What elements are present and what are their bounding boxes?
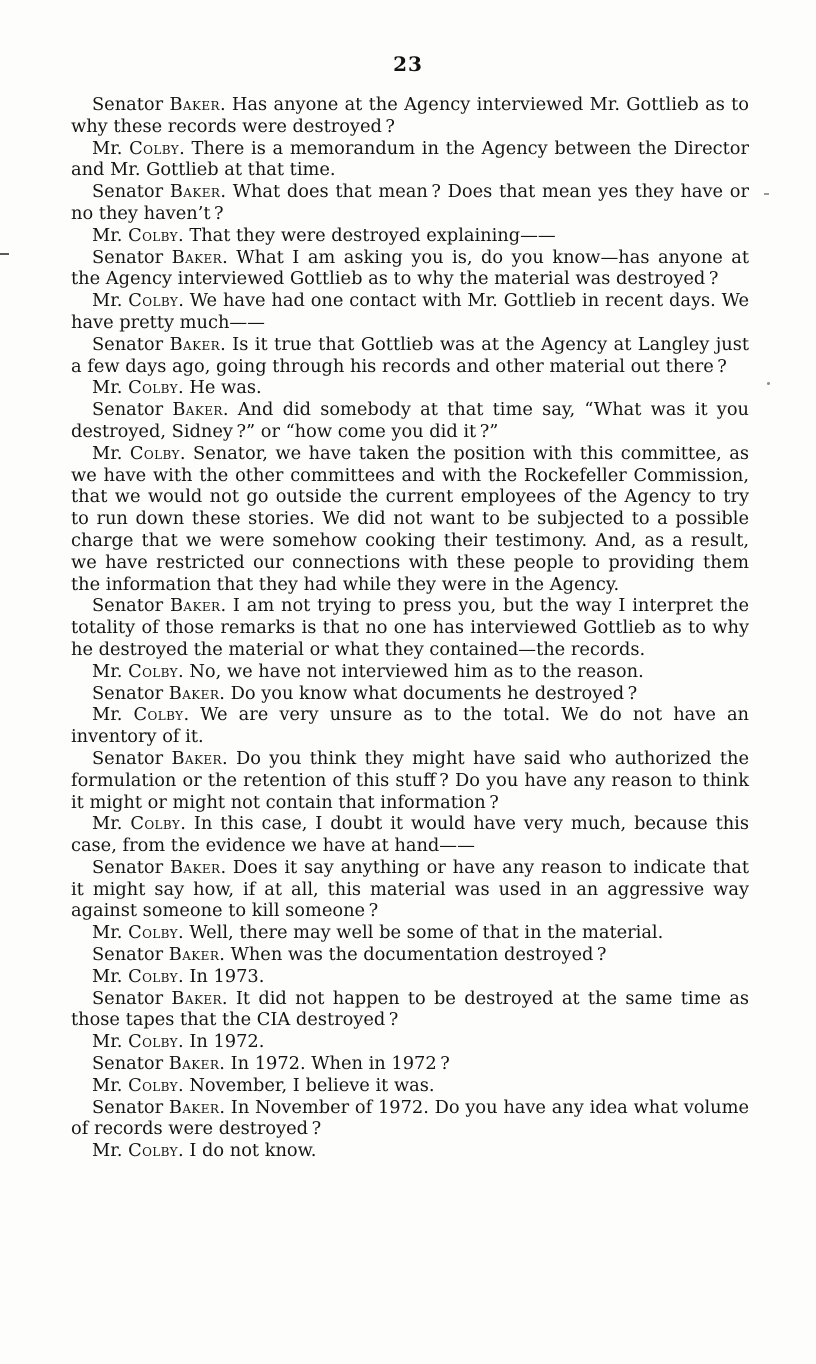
speech-text: Does it say anything or have any reason to indicate that it might say how, if at all, this material was used in an aggressive way against someone to kill someone ?: [71, 856, 750, 922]
dialogue-paragraph: Mr. Colby. He was.: [92, 377, 262, 399]
speaker-title: Mr.: [92, 965, 123, 987]
dialogue-paragraph: Mr. Colby. That they were destroyed explaining——: [92, 224, 556, 246]
dialogue-paragraph: Senator Baker. I am not trying to press you, but the way I interpret the totality of those remarks is that no one has interviewed Gottlieb as to why he destroyed the material or what they contained—the records.: [71, 595, 750, 660]
speech-text: That they were destroyed explaining——: [189, 224, 556, 246]
speaker-title: Senator: [92, 94, 164, 115]
speaker-name: Colby: [128, 922, 179, 944]
speaker-title: Mr.: [92, 660, 123, 682]
speaker-title: Senator: [92, 399, 164, 421]
speaker-name: Colby: [130, 813, 181, 835]
dialogue-paragraph: Senator Baker. What I am asking you is, do you know—has anyone at the Agency interviewed Gottlieb as to why the material was destroyed ?: [71, 246, 749, 290]
speech-text: In November of 1972. Do you have any idea what volume of records were destroyed ?: [71, 1096, 749, 1140]
speaker-title: Mr.: [92, 704, 123, 726]
dialogue-paragraph: Senator Baker. Does it say anything or have any reason to indicate that it might say how, if at all, this material was used in an aggressive way against someone to kill someone ?: [71, 856, 750, 922]
speech-text: Is it true that Gottlieb was at the Agency at Langley just a few days ago, going through his records and other material out there ?: [71, 333, 749, 377]
speech-text: We are very unsure as to the total. We do not have an inventory of it.: [71, 704, 749, 748]
dialogue-paragraph: Senator Baker. In November of 1972. Do you have any idea what volume of records were destroyed ?: [71, 1096, 749, 1140]
speech-text: We have had one contact with Mr. Gottlieb in recent days. We have pretty much——: [71, 290, 749, 333]
speaker-name: Baker: [171, 987, 222, 1009]
dialogue-paragraph: Mr. Colby. November, I believe it was.: [92, 1074, 435, 1096]
dialogue-paragraph: Mr. Colby. In 1972.: [92, 1031, 265, 1053]
speech-text: In 1973.: [189, 965, 265, 987]
speaker-name: Baker: [168, 944, 220, 966]
speaker-title: Mr.: [92, 1031, 123, 1053]
speech-text: What I am asking you is, do you know—has anyone at the Agency interviewed Gottlieb as to why the material was destroyed ?: [71, 246, 749, 290]
speaker-title: Mr.: [92, 377, 123, 399]
speech-text: No, we have not interviewed him as to the reason.: [189, 660, 644, 682]
speaker-title: Senator: [92, 333, 164, 355]
speaker-name: Colby: [128, 965, 179, 987]
dialogue-paragraph: Mr. Colby. No, we have not interviewed him as to the reason.: [92, 660, 644, 682]
speech-text: What does that mean ? Does that mean yes they have or no they haven’t ?: [71, 181, 749, 224]
speaker-name: Colby: [128, 1031, 179, 1053]
speaker-name: Colby: [128, 1140, 179, 1162]
speaker-title: Mr.: [92, 442, 123, 464]
speech-text: In 1972.: [189, 1031, 265, 1053]
scan-artifact-right-dot: [767, 382, 770, 385]
speech-text: Do you know what documents he destroyed ?: [230, 682, 638, 704]
speaker-title: Senator: [92, 181, 164, 203]
speech-text: He was.: [189, 377, 262, 399]
speech-text: Senator, we have taken the position with this committee, as we have with the other committees and with the Rockefeller Commission, that we would not go outside the current employees of the Agency to try to run down these stories. We did not want to be subjected to a possible charge that we were somehow cooking their testimony. And, as a result, we have restricted our connections with these people to providing them the information that they had while they were in the Agency.: [71, 442, 750, 595]
page-number: 23: [393, 52, 423, 76]
dialogue-paragraph: Senator Baker. What does that mean ? Does that mean yes they have or no they haven’t ?: [71, 181, 749, 224]
speaker-name: Colby: [128, 290, 179, 312]
speaker-title: Mr.: [92, 813, 123, 835]
dialogue-paragraph: Senator Baker. Has anyone at the Agency interviewed Mr. Gottlieb as to why these records were destroyed ?: [71, 94, 750, 137]
speaker-title: Senator: [92, 595, 164, 617]
speaker-title: Senator: [92, 856, 164, 878]
speech-text: When was the documentation destroyed ?: [230, 944, 607, 966]
speaker-title: Senator: [92, 944, 164, 966]
scan-artifact-left-dash: [0, 253, 9, 255]
speaker-title: Mr.: [92, 224, 123, 246]
transcript-body: [71, 94, 749, 1162]
speech-text: November, I believe it was.: [189, 1074, 435, 1096]
dialogue-paragraph: Mr. Colby. I do not know.: [92, 1140, 317, 1162]
speaker-name: Baker: [168, 1096, 220, 1118]
speaker-title: Mr.: [92, 922, 123, 944]
speaker-name: Colby: [128, 660, 179, 682]
speaker-title: Senator: [92, 1096, 164, 1118]
dialogue-paragraph: Mr. Colby. In this case, I doubt it would have very much, because this case, from the evidence we have at hand——: [71, 813, 749, 857]
speech-text: I am not trying to press you, but the way I interpret the totality of those remarks is that no one has interviewed Gottlieb as to why he destroyed the material or what they contained—the records.: [71, 595, 750, 660]
speaker-name: Colby: [128, 1074, 179, 1096]
speaker-title: Senator: [92, 987, 164, 1009]
speech-text: In this case, I doubt it would have very much, because this case, from the evidence we have at hand——: [71, 813, 749, 857]
dialogue-paragraph: Senator Baker. And did somebody at that time say, “What was it you destroyed, Sidney ?” or “how come you did it ?”: [71, 399, 749, 442]
speaker-title: Mr.: [92, 1140, 123, 1162]
speaker-name: Baker: [169, 94, 220, 115]
speech-text: I do not know.: [189, 1140, 317, 1162]
speaker-name: Baker: [168, 682, 220, 704]
speaker-name: Baker: [169, 856, 221, 878]
speaker-name: Colby: [128, 224, 179, 246]
speech-text: Has anyone at the Agency interviewed Mr. Gottlieb as to why these records were destroyed ?: [71, 94, 750, 137]
dialogue-paragraph: Mr. Colby. Well, there may well be some of that in the material.: [92, 922, 664, 944]
speaker-name: Baker: [169, 595, 221, 617]
speaker-title: Senator: [92, 1053, 164, 1075]
dialogue-paragraph: Senator Baker. When was the documentation destroyed ?: [92, 944, 607, 966]
speech-text: There is a memorandum in the Agency between the Director and Mr. Gottlieb at that time.: [71, 137, 749, 181]
speaker-title: Senator: [92, 747, 164, 769]
speech-text: In 1972. When in 1972 ?: [230, 1053, 450, 1075]
speaker-name: Baker: [171, 747, 222, 769]
speaker-title: Mr.: [92, 290, 123, 312]
speech-text: Well, there may well be some of that in the material.: [189, 922, 664, 944]
dialogue-paragraph: Senator Baker. Is it true that Gottlieb was at the Agency at Langley just a few days ago, going through his records and other material out there ?: [71, 333, 749, 377]
dialogue-paragraph: Mr. Colby. Senator, we have taken the position with this committee, as we have with the other committees and with the Rockefeller Commission, that we would not go outside the current employees of the Agency to try to run down these stories. We did not want to be subjected to a possible charge that we were somehow cooking their testimony. And, as a result, we have restricted our connections with these people to providing them the information that they had while they were in the Agency.: [71, 442, 750, 595]
speaker-name: Colby: [128, 377, 179, 399]
speech-text: It did not happen to be destroyed at the same time as those tapes that the CIA destroyed ?: [71, 987, 749, 1031]
dialogue-paragraph: Mr. Colby. There is a memorandum in the Agency between the Director and Mr. Gottlieb at that time.: [71, 137, 749, 181]
dialogue-paragraph: Senator Baker. In 1972. When in 1972 ?: [92, 1053, 450, 1075]
speaker-name: Colby: [133, 704, 184, 726]
dialogue-paragraph: Mr. Colby. In 1973.: [92, 965, 265, 987]
speaker-title: Senator: [92, 682, 164, 704]
speaker-title: Senator: [92, 246, 164, 268]
dialogue-paragraph: Senator Baker. It did not happen to be destroyed at the same time as those tapes that the CIA destroyed ?: [71, 987, 749, 1031]
dialogue-paragraph: Mr. Colby. We have had one contact with Mr. Gottlieb in recent days. We have pretty much——: [71, 290, 749, 333]
speaker-name: Baker: [169, 333, 221, 355]
dialogue-paragraph: Senator Baker. Do you think they might have said who authorized the formulation or the retention of this stuff ? Do you have any reason to think it might or might not contain that information ?: [71, 747, 750, 813]
speaker-name: Baker: [168, 1053, 220, 1075]
dialogue-paragraph: Mr. Colby. We are very unsure as to the total. We do not have an inventory of it.: [71, 704, 749, 748]
dialogue-paragraph: Senator Baker. Do you know what documents he destroyed ?: [92, 682, 638, 704]
speech-text: Do you think they might have said who authorized the formulation or the retention of this stuff ? Do you have any reason to think it might or might not contain that information ?: [71, 747, 750, 813]
speaker-name: Colby: [129, 137, 180, 159]
speech-text: And did somebody at that time say, “What was it you destroyed, Sidney ?” or “how come you did it ?”: [71, 399, 749, 442]
speaker-title: Mr.: [92, 1074, 123, 1096]
speaker-name: Baker: [169, 181, 221, 203]
speaker-name: Colby: [129, 442, 180, 464]
speaker-title: Mr.: [92, 137, 123, 159]
scan-artifact-right-dash: [764, 193, 769, 195]
speaker-name: Baker: [172, 399, 223, 421]
speaker-name: Baker: [171, 246, 223, 268]
